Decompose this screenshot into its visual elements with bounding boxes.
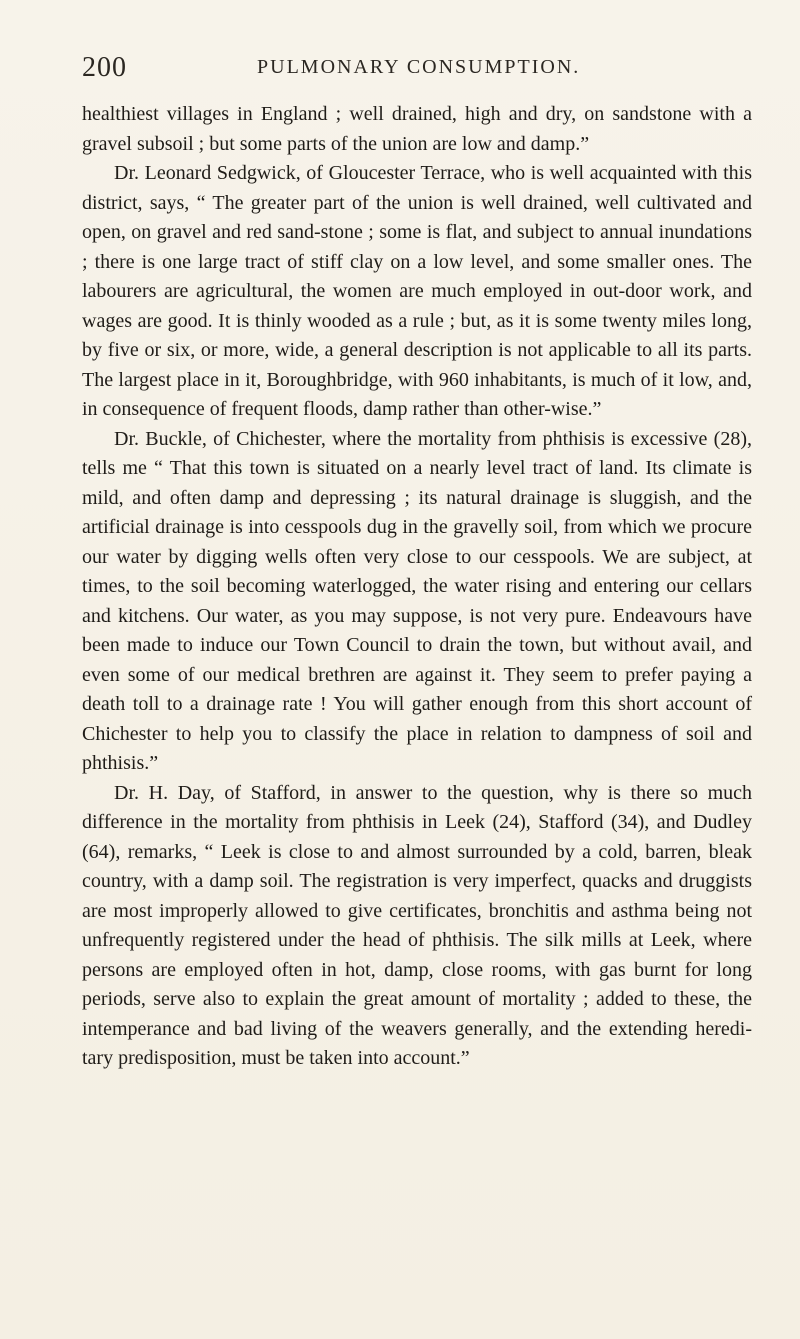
body-text: [82, 100, 752, 1074]
page-number: 200: [82, 52, 127, 83]
paragraph-3: Dr. Buckle, of Chichester, where the mortality from phthisis is excessive (28), tells me “ That this town is situated on a nearly level tract of land. Its climate is mild, and often damp and depressing ; its natural drainage is sluggish, and the artificial drainage is into cesspools dug in the gravelly soil, from which we procure our water by digging wells often very close to our cesspools. We are subject, at times, to the soil becoming waterlogged, the water rising and entering our cellars and kitchens. Our water, as you may suppose, is not very pure. Endeavours have been made to induce our Town Council to drain the town, but without avail, and even some of our medical brethren are against it. They seem to prefer paying a death toll to a drainage rate ! You will gather enough from this short account of Chichester to help you to classify the place in relation to dampness of soil and phthisis.”: [82, 427, 752, 774]
running-title: PULMONARY CONSUMPTION.: [257, 56, 581, 78]
paragraph-2: Dr. Leonard Sedgwick, of Gloucester Terrace, who is well acquainted with this district, says, “ The greater part of the union is well drained, well cultivated and open, on gravel and red sand-stone ; some is flat, and subject to annual inundations ; there is one large tract of stiff clay on a low level, and some smaller ones. The labourers are agricultural, the women are much employed in out-door work, and wages are good. It is thinly wooded as a rule ; but, as it is some twenty miles long, by five or six, or more, wide, a general description is not applicable to all its parts. The largest place in it, Boroughbridge, with 960 inhabitants, is much of it low, and, in consequence of frequent floods, damp rather than other-wise.”: [82, 162, 752, 420]
paragraph-4: Dr. H. Day, of Stafford, in answer to the question, why is there so much difference in the mortality from phthisis in Leek (24), Stafford (34), and Dudley (64), remarks, “ Leek is close to and almost surrounded by a cold, barren, bleak country, with a damp soil. The registration is very imperfect, quacks and druggists are most improperly allowed to give certificates, bronchitis and asthma being not unfrequently registered under the head of phthisis. The silk mills at Leek, where persons are employed often in hot, damp, close rooms, with gas burnt for long periods, serve also to explain the great amount of mortality ; added to these, the intemperance and bad living of the weavers generally, and the extending heredi-tary predisposition, must be taken into account.”: [82, 781, 752, 1069]
paragraph-1: healthiest villages in England ; well drained, high and dry, on sandstone with a gravel subsoil ; but some parts of the union are low and damp.”: [82, 103, 752, 155]
page-header: [82, 52, 752, 88]
